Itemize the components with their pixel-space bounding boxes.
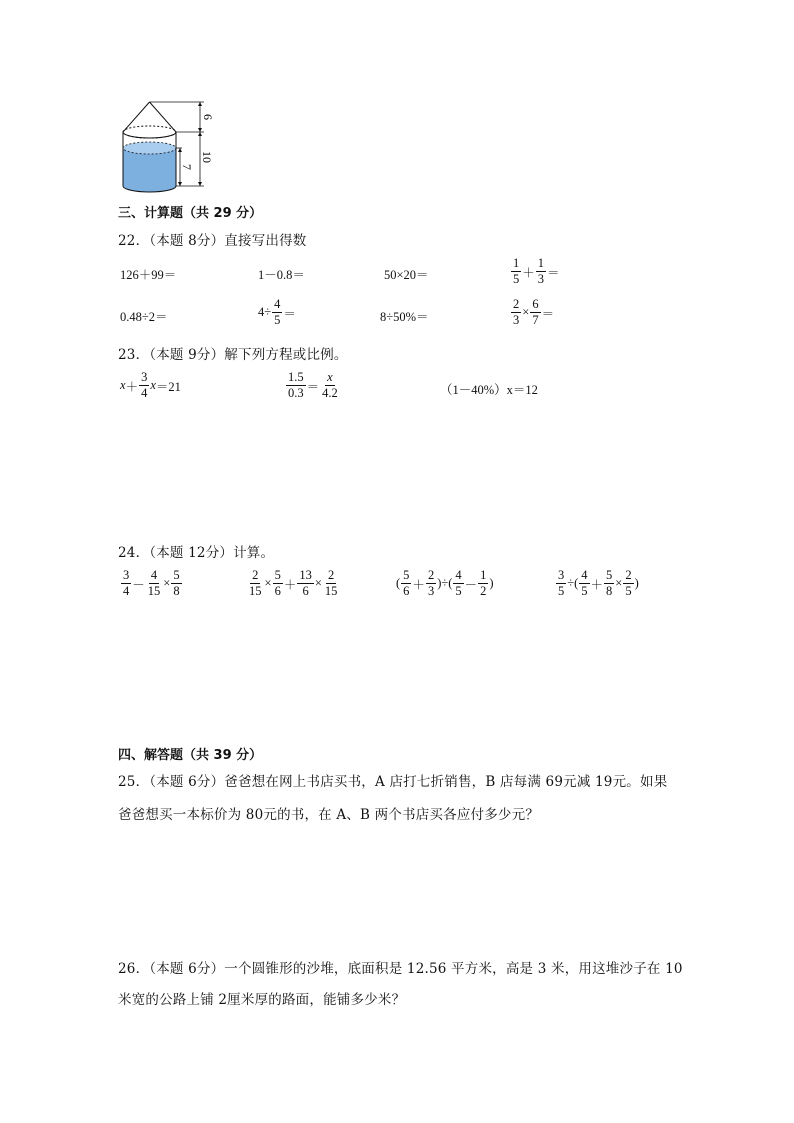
q22-item-7: 8÷50%＝ xyxy=(380,310,429,324)
equals: ＝ xyxy=(547,265,560,280)
q23-title: 23．（本题 9分）解下列方程或比例。 xyxy=(118,347,348,363)
denominator: 5 xyxy=(558,584,565,599)
numerator: 4 xyxy=(579,569,589,584)
q25-line-1: 25．（本题 6分）爸爸想在网上书店买书，A 店打七折销售，B 店每满 69元减 19元。如果 xyxy=(118,774,668,790)
equals: ＝ xyxy=(283,306,296,321)
denominator: 15 xyxy=(147,584,161,599)
equals: ＝ xyxy=(541,306,555,321)
numerator: 3 xyxy=(139,371,149,386)
numerator: 1 xyxy=(478,569,488,584)
numerator: x xyxy=(325,371,335,386)
denominator: 15 xyxy=(324,584,338,599)
denominator: 5 xyxy=(274,313,281,328)
operator: × xyxy=(314,576,322,591)
dim-label-water: 7 xyxy=(180,164,194,170)
numerator: 2 xyxy=(623,569,633,584)
q22-title: 22．（本题 8分）直接写出得数 xyxy=(118,233,307,249)
q22-item-2: 1－0.8＝ xyxy=(258,268,305,282)
q26-line-2: 米宽的公路上铺 2厘米厚的路面，能铺多少米？ xyxy=(118,992,406,1008)
denominator: 4.2 xyxy=(322,386,338,401)
operator: ＋ xyxy=(522,265,535,280)
numerator: 5 xyxy=(171,569,181,584)
variable: x xyxy=(120,378,126,393)
operator: × xyxy=(522,305,530,320)
numerator: 13 xyxy=(297,569,314,584)
numerator: 4 xyxy=(272,298,282,313)
operator: ＋ xyxy=(125,379,139,394)
denominator: 3 xyxy=(537,272,545,287)
section-3-title: 三、计算题（共 29 分） xyxy=(118,206,263,221)
denominator: 0.3 xyxy=(288,386,304,401)
cone-cylinder-diagram xyxy=(112,94,222,198)
q23-equation-3: （1－40%）x＝12 xyxy=(440,383,538,397)
numerator: 1 xyxy=(511,257,521,272)
denominator: 3 xyxy=(513,313,520,328)
q26-line-1: 26．（本题 6分）一个圆锥形的沙堆，底面积是 12.56 平方米，高是 3 米，用这堆沙子在 10 xyxy=(118,961,683,977)
dim-label-cylinder: 10 xyxy=(200,151,214,163)
denominator: 6 xyxy=(403,584,410,599)
operator: ＋ xyxy=(283,577,297,592)
denominator: 6 xyxy=(302,584,309,599)
paren: ) xyxy=(634,576,639,591)
operator: )÷( xyxy=(437,576,453,591)
operator: － xyxy=(464,577,478,592)
numerator: 6 xyxy=(530,298,540,313)
operator: ÷( xyxy=(567,576,579,591)
q24-expression-4 xyxy=(555,569,639,598)
q22-item-4 xyxy=(510,257,560,286)
denominator: 4 xyxy=(123,584,130,599)
numerator: 3 xyxy=(556,569,566,584)
numerator: 2 xyxy=(326,569,336,584)
paren: ) xyxy=(489,576,494,591)
dim-label-cone: 6 xyxy=(201,114,215,120)
variable: x xyxy=(150,378,156,393)
numerator: 1 xyxy=(536,257,546,272)
denominator: 2 xyxy=(480,584,487,599)
numerator: 5 xyxy=(401,569,411,584)
denominator: 8 xyxy=(606,584,613,599)
operator: ＋ xyxy=(412,577,425,592)
numerator: 3 xyxy=(121,569,131,584)
numerator: 2 xyxy=(250,569,260,584)
section-4-title: 四、解答题（共 39 分） xyxy=(118,748,263,763)
numerator: 5 xyxy=(604,569,614,584)
q22-item-3: 50×20＝ xyxy=(384,268,429,282)
denominator: 5 xyxy=(581,584,588,599)
operator: × xyxy=(615,576,623,591)
denominator: 15 xyxy=(249,584,262,599)
q22-item-1: 126＋99＝ xyxy=(120,268,177,282)
numerator: 1.5 xyxy=(286,371,306,386)
operator: × xyxy=(264,576,272,591)
denominator: 7 xyxy=(532,313,539,328)
numerator: 5 xyxy=(273,569,283,584)
q24-expression-1 xyxy=(120,569,183,598)
denominator: 5 xyxy=(455,584,462,599)
q24-expression-3 xyxy=(396,569,494,598)
cone-cylinder-figure xyxy=(112,94,222,198)
right-hand-side: ＝21 xyxy=(155,379,181,394)
denominator: 8 xyxy=(173,584,180,599)
denominator: 3 xyxy=(427,584,435,599)
numerator: 4 xyxy=(453,569,463,584)
operator: × xyxy=(163,576,171,591)
q24-expression-2 xyxy=(246,569,340,598)
numerator: 4 xyxy=(149,569,159,584)
numerator: 2 xyxy=(426,569,436,584)
q22-item-8 xyxy=(510,298,554,327)
denominator: 4 xyxy=(141,386,148,401)
q22-item-5: 0.48÷2＝ xyxy=(120,310,168,324)
denominator: 6 xyxy=(274,584,281,599)
q24-title: 24．（本题 12分）计算。 xyxy=(118,545,275,561)
numerator: 2 xyxy=(511,298,521,313)
operator: ＋ xyxy=(590,577,604,592)
paren: ( xyxy=(396,576,401,591)
q22-item-6 xyxy=(258,298,296,327)
operator: － xyxy=(132,577,145,592)
q25-line-2: 爸爸想买一本标价为 80元的书，在 A、B 两个书店买各应付多少元？ xyxy=(118,807,540,823)
expression-prefix: 4÷ xyxy=(258,305,272,320)
q23-equation-2 xyxy=(285,371,341,400)
denominator: 5 xyxy=(513,272,520,287)
equals: ＝ xyxy=(306,379,320,394)
denominator: 5 xyxy=(625,584,632,599)
q23-equation-1 xyxy=(120,371,181,400)
